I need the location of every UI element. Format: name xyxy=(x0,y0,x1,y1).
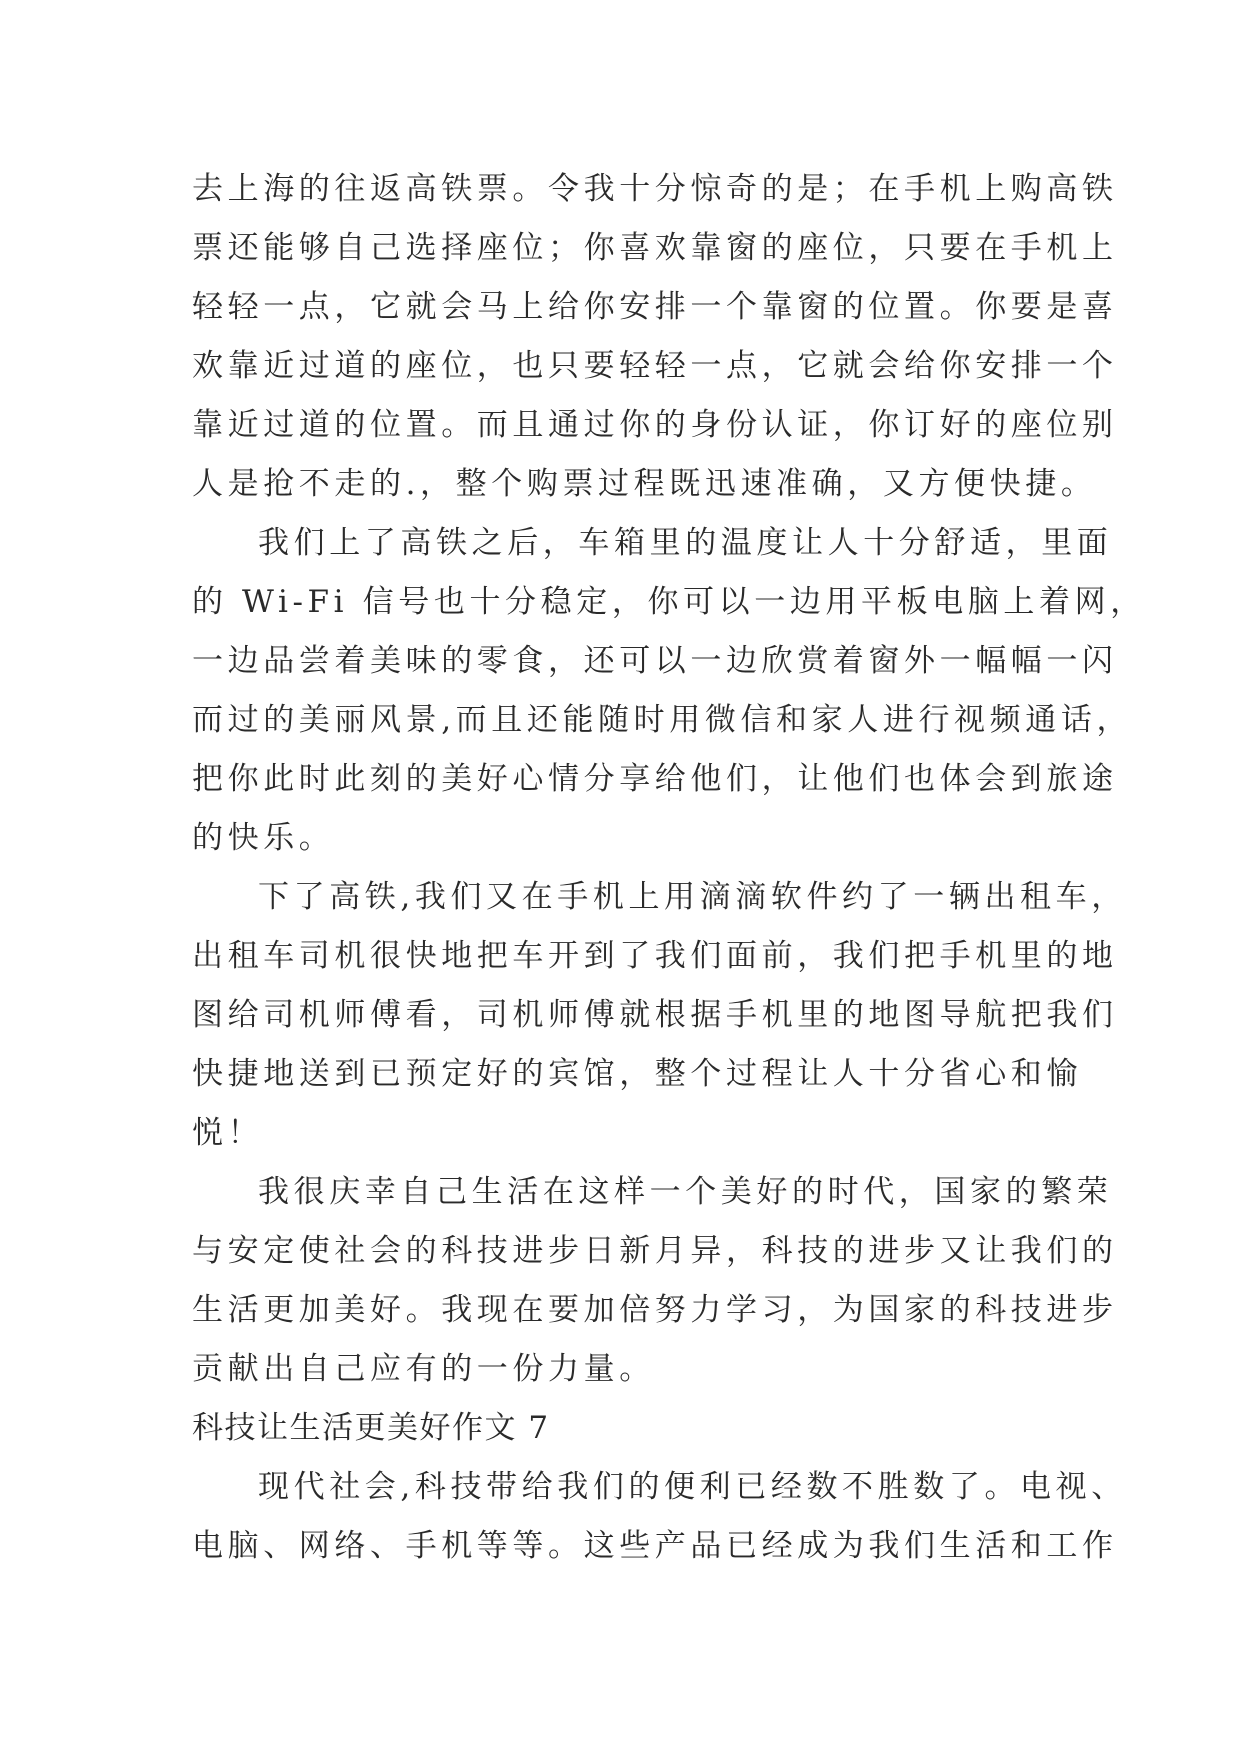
text-line: 欢靠近过道的座位，也只要轻轻一点，它就会给你安排一个 xyxy=(192,348,1118,384)
section-heading: 科技让生活更美好作文 7 xyxy=(192,1410,550,1446)
text-line: 现代社会,科技带给我们的便利已经数不胜数了。电视、 xyxy=(258,1469,1127,1505)
text-line: 图给司机师傅看，司机师傅就根据手机里的地图导航把我们 xyxy=(192,997,1118,1033)
paragraph-conclusion xyxy=(192,1163,1118,1399)
text-line: 快捷地送到已预定好的宾馆，整个过程让人十分省心和愉 xyxy=(192,1056,1082,1092)
text-line: 人是抢不走的.，整个购票过程既迅速准确，又方便快捷。 xyxy=(192,466,1097,502)
text-line: 轻轻一点，它就会马上给你安排一个靠窗的位置。你要是喜 xyxy=(192,289,1118,325)
paragraph-on-train xyxy=(192,514,1146,868)
paragraph-ticket-booking xyxy=(192,160,1118,514)
text-line: 靠近过道的位置。而且通过你的身份认证，你订好的座位别 xyxy=(192,407,1118,443)
text-line: 与安定使社会的科技进步日新月异，科技的进步又让我们的 xyxy=(192,1233,1118,1269)
paragraph-taxi xyxy=(192,868,1127,1163)
text-line: 出租车司机很快地把车开到了我们面前，我们把手机里的地 xyxy=(192,938,1118,974)
text-line: 生活更加美好。我现在要加倍努力学习，为国家的科技进步 xyxy=(192,1292,1118,1328)
text-line: 的快乐。 xyxy=(192,820,335,856)
text-line: 下了高铁,我们又在手机上用滴滴软件约了一辆出租车， xyxy=(258,879,1127,915)
text-line: 把你此时此刻的美好心情分享给他们，让他们也体会到旅途 xyxy=(192,761,1118,797)
text-line: 的 Wi-Fi 信号也十分稳定，你可以一边用平板电脑上着网， xyxy=(192,584,1146,620)
text-line: 贡献出自己应有的一份力量。 xyxy=(192,1351,655,1387)
document-body xyxy=(192,160,1146,1576)
text-line: 去上海的往返高铁票。令我十分惊奇的是；在手机上购高铁 xyxy=(192,171,1118,207)
text-line: 一边品尝着美味的零食，还可以一边欣赏着窗外一幅幅一闪 xyxy=(192,643,1118,679)
text-line: 电脑、网络、手机等等。这些产品已经成为我们生活和工作 xyxy=(192,1528,1118,1564)
text-line: 我们上了高铁之后，车箱里的温度让人十分舒适，里面 xyxy=(258,525,1113,561)
text-line: 而过的美丽风景,而且还能随时用微信和家人进行视频通话， xyxy=(192,702,1133,738)
paragraph-modern-society xyxy=(192,1458,1127,1576)
text-line: 我很庆幸自己生活在这样一个美好的时代，国家的繁荣 xyxy=(258,1174,1113,1210)
text-line: 悦！ xyxy=(192,1115,264,1151)
text-line: 票还能够自己选择座位；你喜欢靠窗的座位，只要在手机上 xyxy=(192,230,1118,266)
